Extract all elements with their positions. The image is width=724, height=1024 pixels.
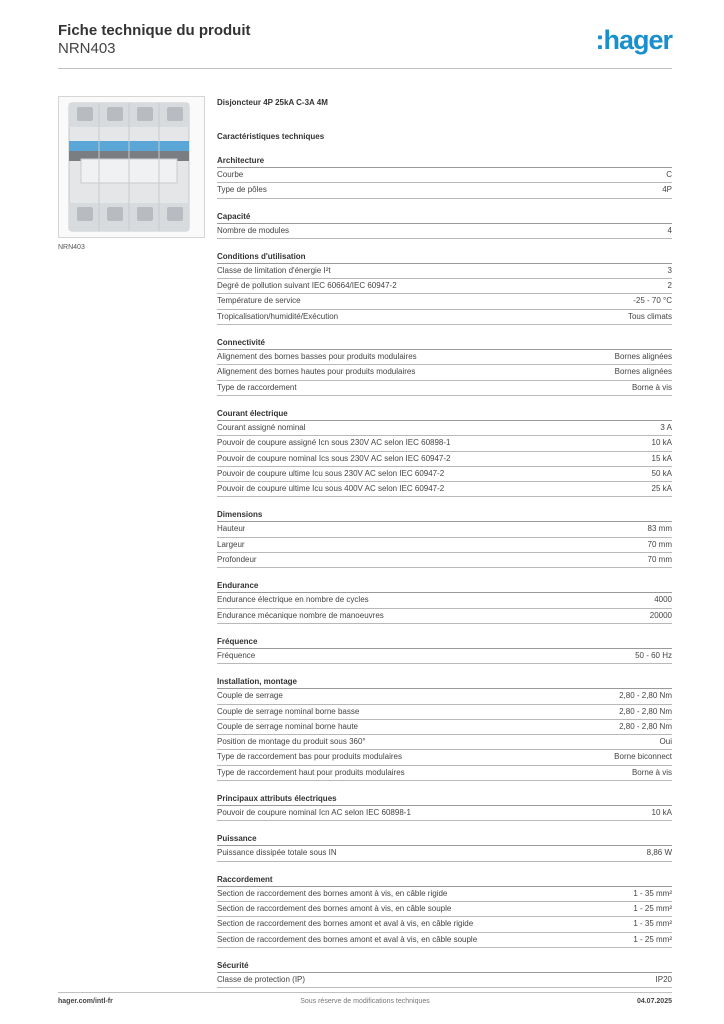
header-divider — [58, 68, 672, 69]
spec-section — [217, 250, 672, 325]
spec-row — [217, 482, 672, 497]
hager-logo: :hager — [595, 25, 672, 55]
spec-row — [217, 538, 672, 553]
spec-value: 2,80 - 2,80 Nm — [619, 721, 672, 731]
spec-value: Oui — [659, 737, 672, 747]
spec-label: Degré de pollution suivant IEC 60664/IEC 60947-2 — [217, 281, 397, 291]
spec-label: Type de pôles — [217, 185, 267, 195]
spec-label: Alignement des bornes basses pour produits modulaires — [217, 352, 417, 362]
spec-label: Fréquence — [217, 650, 256, 660]
image-caption: NRN403 — [58, 244, 85, 251]
section-title: Connectivité — [217, 336, 672, 350]
spec-row — [217, 224, 672, 239]
spec-value: 1 - 35 mm² — [633, 919, 672, 929]
spec-section — [217, 959, 672, 988]
spec-section — [217, 336, 672, 396]
section-title: Puissance — [217, 832, 672, 846]
section-title: Architecture — [217, 154, 672, 168]
spec-row — [217, 168, 672, 183]
spec-label: Pouvoir de coupure nominal Icn AC selon IEC 60898-1 — [217, 808, 411, 818]
spec-label: Pouvoir de coupure ultime Icu sous 230V AC selon IEC 60947-2 — [217, 468, 445, 478]
section-title: Sécurité — [217, 959, 672, 973]
spec-row — [217, 264, 672, 279]
spec-label: Profondeur — [217, 555, 257, 565]
spec-row — [217, 522, 672, 537]
specifications-table — [217, 154, 672, 999]
spec-section — [217, 154, 672, 199]
spec-label: Température de service — [217, 296, 301, 306]
spec-value: 70 mm — [647, 539, 672, 549]
spec-row — [217, 806, 672, 821]
spec-label: Section de raccordement des bornes amont et aval à vis, en câble rigide — [217, 919, 474, 929]
spec-section — [217, 675, 672, 781]
spec-label: Puissance dissipée totale sous IN — [217, 848, 337, 858]
spec-value: 1 - 25 mm² — [633, 903, 672, 913]
spec-row — [217, 887, 672, 902]
spec-section — [217, 635, 672, 664]
spec-label: Type de raccordement bas pour produits modulaires — [217, 752, 402, 762]
spec-value: Bornes alignées — [614, 367, 672, 377]
spec-row — [217, 452, 672, 467]
spec-value: -25 - 70 °C — [633, 296, 672, 306]
footer-date: 04.07.2025 — [636, 998, 672, 1005]
spec-value: 70 mm — [647, 555, 672, 565]
section-title: Fréquence — [217, 635, 672, 649]
spec-label: Endurance mécanique nombre de manoeuvres — [217, 610, 384, 620]
spec-section — [217, 873, 672, 948]
spec-value: 2,80 - 2,80 Nm — [619, 706, 672, 716]
footer-notice: Sous réserve de modifications techniques — [300, 998, 430, 1005]
spec-label: Section de raccordement des bornes amont à vis, en câble souple — [217, 903, 452, 913]
spec-value: Borne à vis — [631, 382, 672, 392]
spec-label: Section de raccordement des bornes amont et aval à vis, en câble souple — [217, 934, 478, 944]
spec-label: Section de raccordement des bornes amont à vis, en câble rigide — [217, 888, 448, 898]
spec-label: Largeur — [217, 539, 245, 549]
spec-row — [217, 310, 672, 325]
spec-value: 83 mm — [647, 524, 672, 534]
spec-label: Position de montage du produit sous 360° — [217, 737, 366, 747]
section-title: Raccordement — [217, 873, 672, 887]
page-title: Fiche technique du produit — [58, 22, 251, 39]
spec-row — [217, 846, 672, 861]
section-title: Courant électrique — [217, 407, 672, 421]
spec-row — [217, 689, 672, 704]
section-title: Dimensions — [217, 508, 672, 522]
spec-row — [217, 933, 672, 948]
spec-section — [217, 407, 672, 497]
spec-label: Courant assigné nominal — [217, 422, 306, 432]
spec-label: Classe de limitation d'énergie I²t — [217, 265, 331, 275]
spec-label: Type de raccordement haut pour produits modulaires — [217, 767, 405, 777]
spec-value: 8,86 W — [646, 848, 672, 858]
spec-row — [217, 436, 672, 451]
spec-label: Type de raccordement — [217, 382, 297, 392]
spec-row — [217, 766, 672, 781]
spec-section — [217, 792, 672, 821]
spec-row — [217, 705, 672, 720]
spec-section — [217, 579, 672, 624]
spec-row — [217, 609, 672, 624]
footer-divider — [58, 992, 672, 993]
spec-value: 2 — [667, 281, 672, 291]
spec-value: 1 - 25 mm² — [633, 934, 672, 944]
spec-row — [217, 735, 672, 750]
product-reference: NRN403 — [58, 40, 116, 57]
spec-label: Alignement des bornes hautes pour produits modulaires — [217, 367, 416, 377]
spec-label: Hauteur — [217, 524, 246, 534]
spec-row — [217, 750, 672, 765]
spec-row — [217, 350, 672, 365]
spec-value: 50 kA — [651, 468, 672, 478]
page-header — [58, 22, 672, 68]
spec-row — [217, 593, 672, 608]
spec-row — [217, 279, 672, 294]
product-name: Disjoncteur 4P 25kA C-3A 4M — [217, 98, 328, 107]
spec-row — [217, 902, 672, 917]
spec-value: 4P — [662, 185, 672, 195]
spec-label: Tropicalisation/humidité/Exécution — [217, 311, 339, 321]
spec-row — [217, 553, 672, 568]
spec-label: Endurance électrique en nombre de cycles — [217, 595, 369, 605]
spec-value: 3 A — [660, 422, 672, 432]
spec-row — [217, 720, 672, 735]
spec-value: C — [666, 170, 672, 179]
spec-value: 25 kA — [651, 484, 672, 494]
spec-row — [217, 365, 672, 380]
spec-value: IP20 — [655, 974, 672, 984]
spec-value: Borne à vis — [631, 767, 672, 777]
section-title: Installation, montage — [217, 675, 672, 689]
section-title: Conditions d'utilisation — [217, 250, 672, 264]
spec-row — [217, 183, 672, 198]
spec-label: Pouvoir de coupure assigné Icn sous 230V AC selon IEC 60898-1 — [217, 438, 451, 448]
spec-value: 3 — [667, 265, 672, 275]
spec-label: Classe de protection (IP) — [217, 974, 306, 984]
section-title: Endurance — [217, 579, 672, 593]
spec-label: Couple de serrage nominal borne haute — [217, 721, 358, 731]
page-footer — [58, 998, 672, 1010]
spec-value: 50 - 60 Hz — [635, 650, 672, 660]
characteristics-title: Caractéristiques techniques — [217, 132, 325, 141]
spec-value: 1 - 35 mm² — [633, 888, 672, 898]
spec-section — [217, 210, 672, 239]
spec-label: Couple de serrage — [217, 691, 283, 701]
spec-row — [217, 294, 672, 309]
product-image — [58, 96, 205, 238]
spec-value: 10 kA — [651, 808, 672, 818]
spec-value: 15 kA — [651, 453, 672, 463]
spec-value: 10 kA — [651, 438, 672, 448]
spec-label: Nombre de modules — [217, 225, 290, 235]
spec-value: 4 — [667, 225, 672, 235]
spec-row — [217, 381, 672, 396]
spec-label: Pouvoir de coupure nominal Ics sous 230V AC selon IEC 60947-2 — [217, 453, 451, 463]
spec-row — [217, 421, 672, 436]
section-title: Principaux attributs électriques — [217, 792, 672, 806]
spec-value: 20000 — [649, 610, 672, 620]
spec-section — [217, 832, 672, 861]
spec-value: Borne biconnect — [614, 752, 672, 762]
spec-row — [217, 973, 672, 988]
spec-label: Pouvoir de coupure ultime Icu sous 400V AC selon IEC 60947-2 — [217, 484, 445, 494]
section-title: Capacité — [217, 210, 672, 224]
spec-row — [217, 467, 672, 482]
spec-value: Tous climats — [627, 311, 672, 321]
circuit-breaker-illustration — [59, 97, 204, 237]
spec-row — [217, 917, 672, 932]
spec-value: Bornes alignées — [614, 352, 672, 362]
spec-value: 2,80 - 2,80 Nm — [619, 691, 672, 701]
spec-row — [217, 649, 672, 664]
footer-website: hager.com/intl-fr — [58, 998, 113, 1005]
spec-section — [217, 508, 672, 568]
spec-label: Couple de serrage nominal borne basse — [217, 706, 360, 716]
spec-value: 4000 — [654, 595, 672, 605]
spec-label: Courbe — [217, 170, 244, 179]
